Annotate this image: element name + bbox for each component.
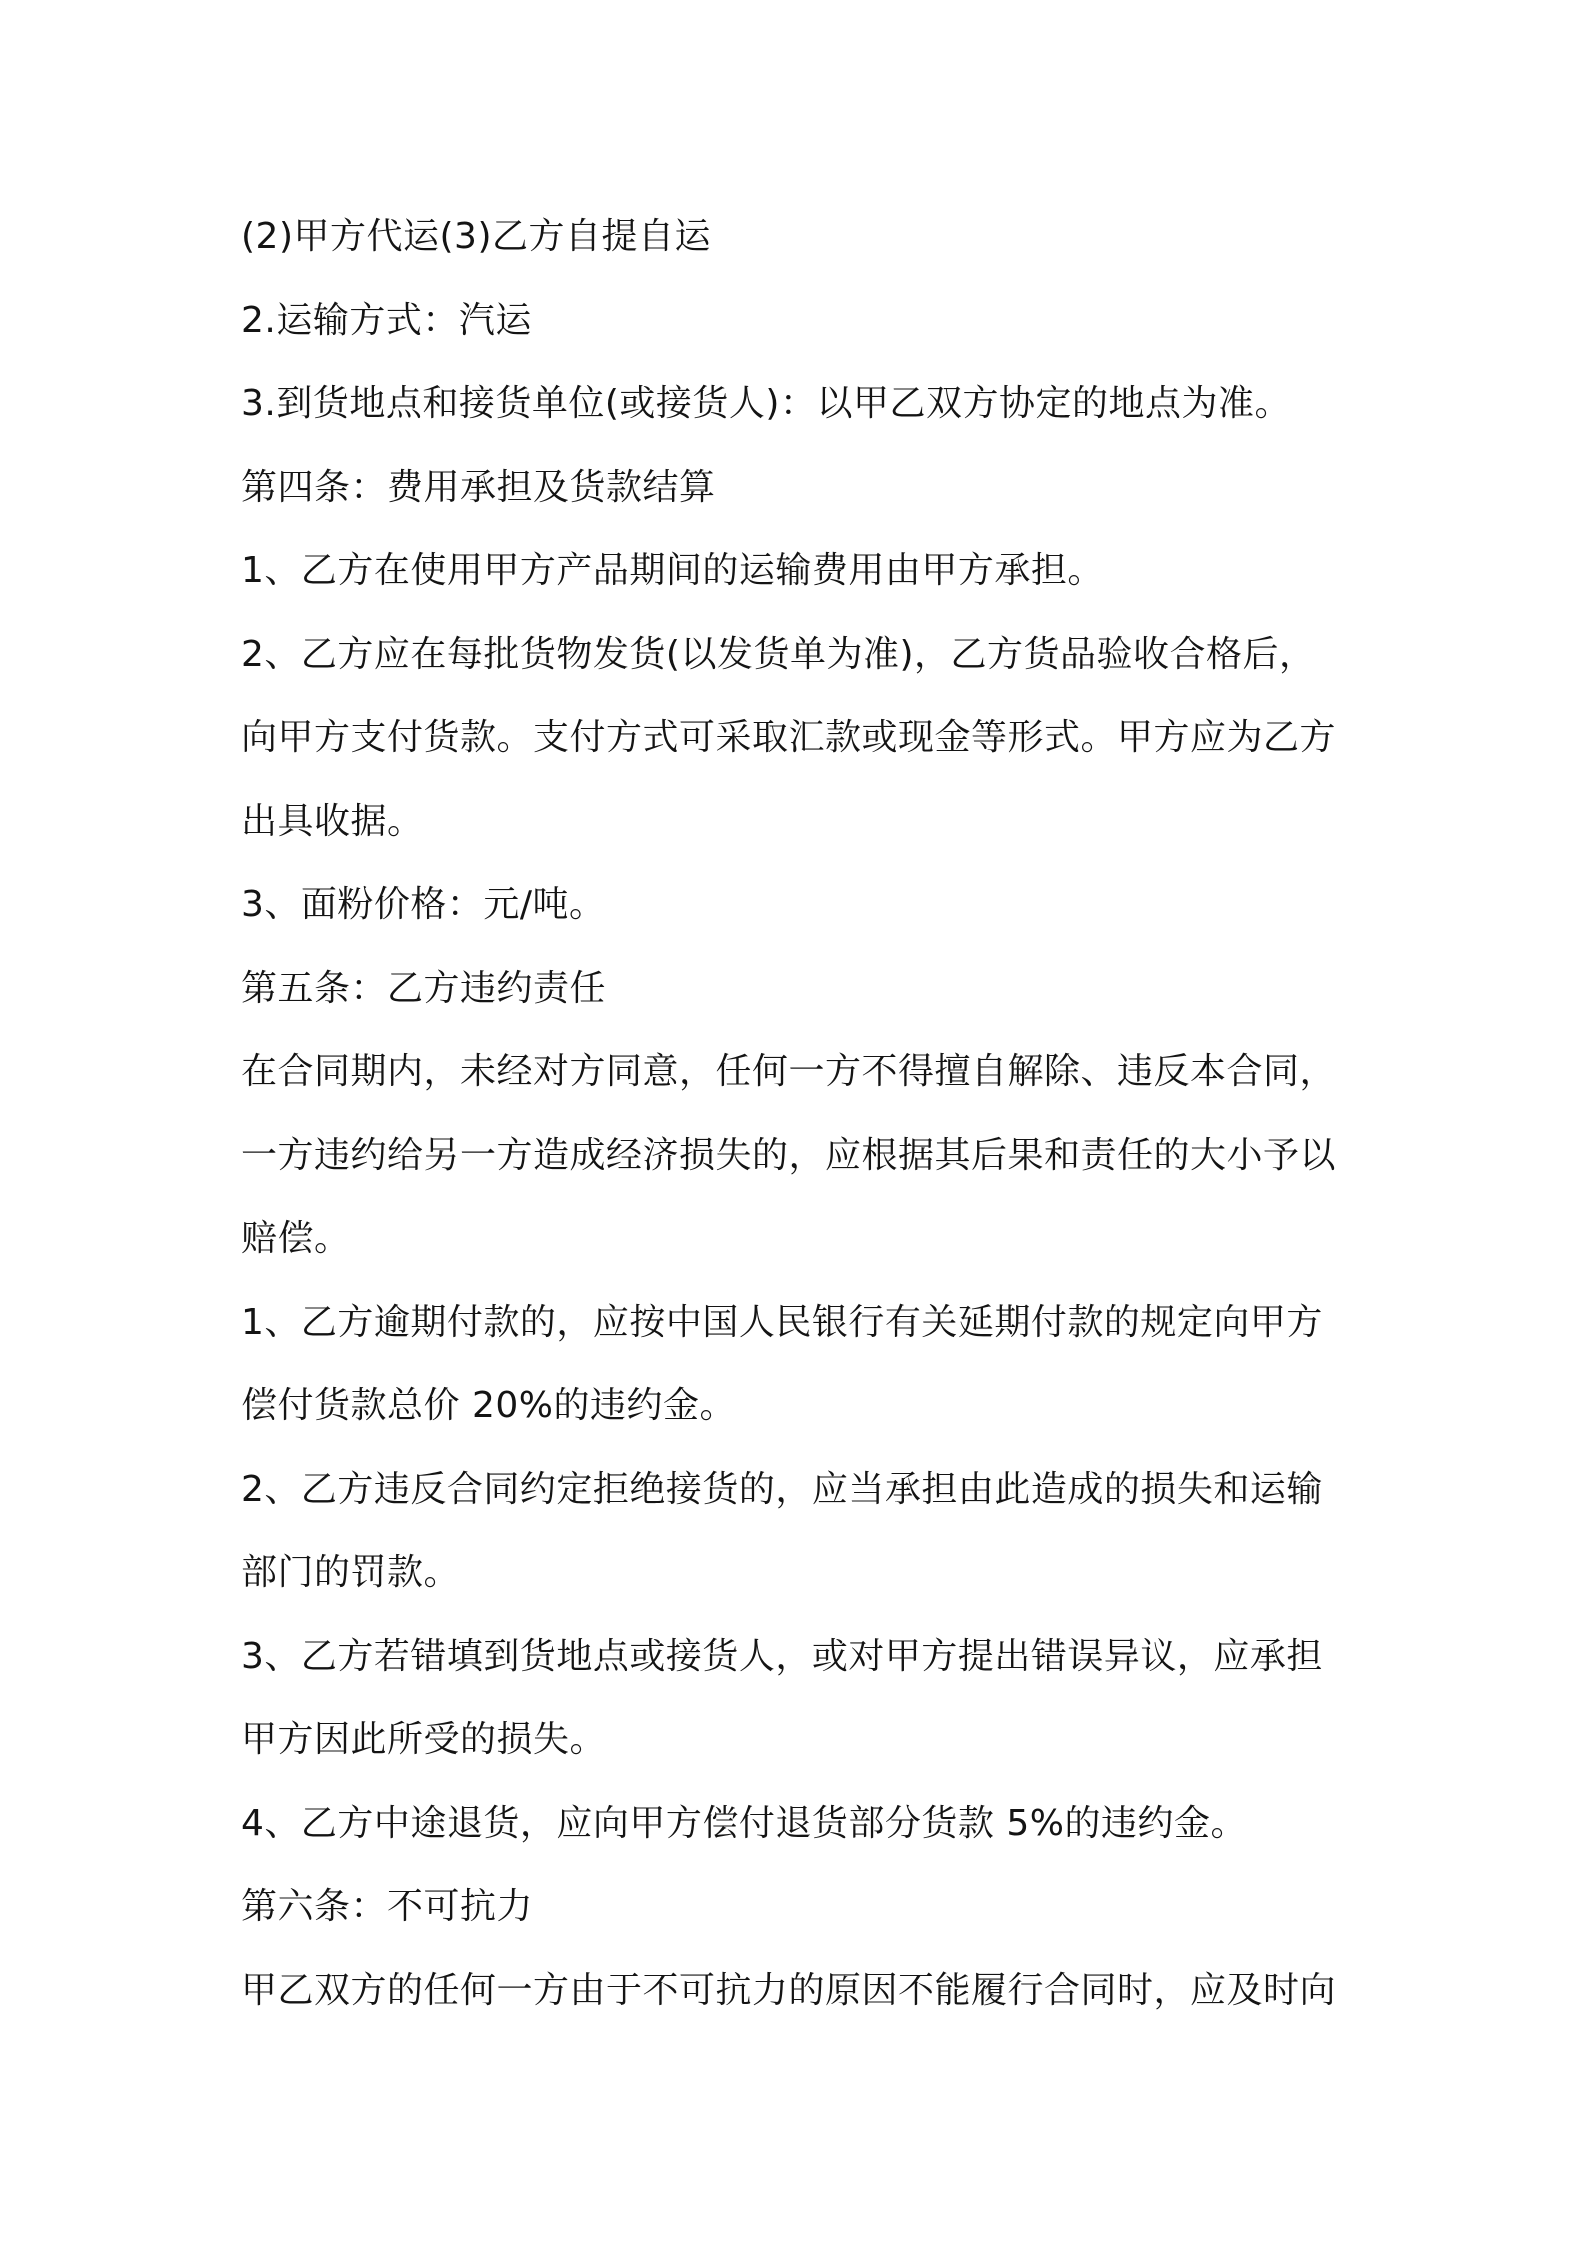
text-line: 向甲方支付货款。支付方式可采取汇款或现金等形式。甲方应为乙方 <box>241 717 1337 758</box>
text-line: 一方违约给另一方造成经济损失的，应根据其后果和责任的大小予以 <box>241 1134 1337 1176</box>
text-line: 4、乙方中途退货，应向甲方偿付退货部分货款 5%的违约金。 <box>241 1802 1247 1844</box>
text-line: 1、乙方在使用甲方产品期间的运输费用由甲方承担。 <box>241 550 1104 591</box>
text-line: 赔偿。 <box>241 1218 351 1259</box>
section-heading: 第四条：费用承担及货款结算 <box>241 466 716 508</box>
text-line: 偿付货款总价 20%的违约金。 <box>241 1385 736 1426</box>
text-line: 3.到货地点和接货单位(或接货人)：以甲乙双方协定的地点为准。 <box>241 383 1291 424</box>
text-line: 2.运输方式：汽运 <box>241 299 532 341</box>
text-line: (2)甲方代运(3)乙方自提自运 <box>241 216 711 257</box>
text-line: 2、乙方违反合同约定拒绝接货的，应当承担由此造成的损失和运输 <box>241 1468 1323 1510</box>
text-line: 1、乙方逾期付款的，应按中国人民银行有关延期付款的规定向甲方 <box>241 1301 1323 1343</box>
text-line: 甲乙双方的任何一方由于不可抗力的原因不能履行合同时，应及时向 <box>241 1969 1337 2011</box>
section-heading: 第六条：不可抗力 <box>241 1886 534 1927</box>
document-body <box>241 195 1361 2032</box>
text-line: 3、乙方若错填到货地点或接货人，或对甲方提出错误异议，应承担 <box>241 1635 1323 1677</box>
text-line: 部门的罚款。 <box>241 1552 461 1593</box>
text-line: 出具收据。 <box>241 800 424 842</box>
text-line: 3、面粉价格：元/吨。 <box>241 884 606 925</box>
text-line: 在合同期内，未经对方同意，任何一方不得擅自解除、违反本合同， <box>241 1051 1337 1092</box>
section-heading: 第五条：乙方违约责任 <box>241 967 607 1009</box>
text-line: 甲方因此所受的损失。 <box>241 1719 607 1760</box>
text-line: 2、乙方应在每批货物发货(以发货单为准)，乙方货品验收合格后， <box>241 633 1316 675</box>
